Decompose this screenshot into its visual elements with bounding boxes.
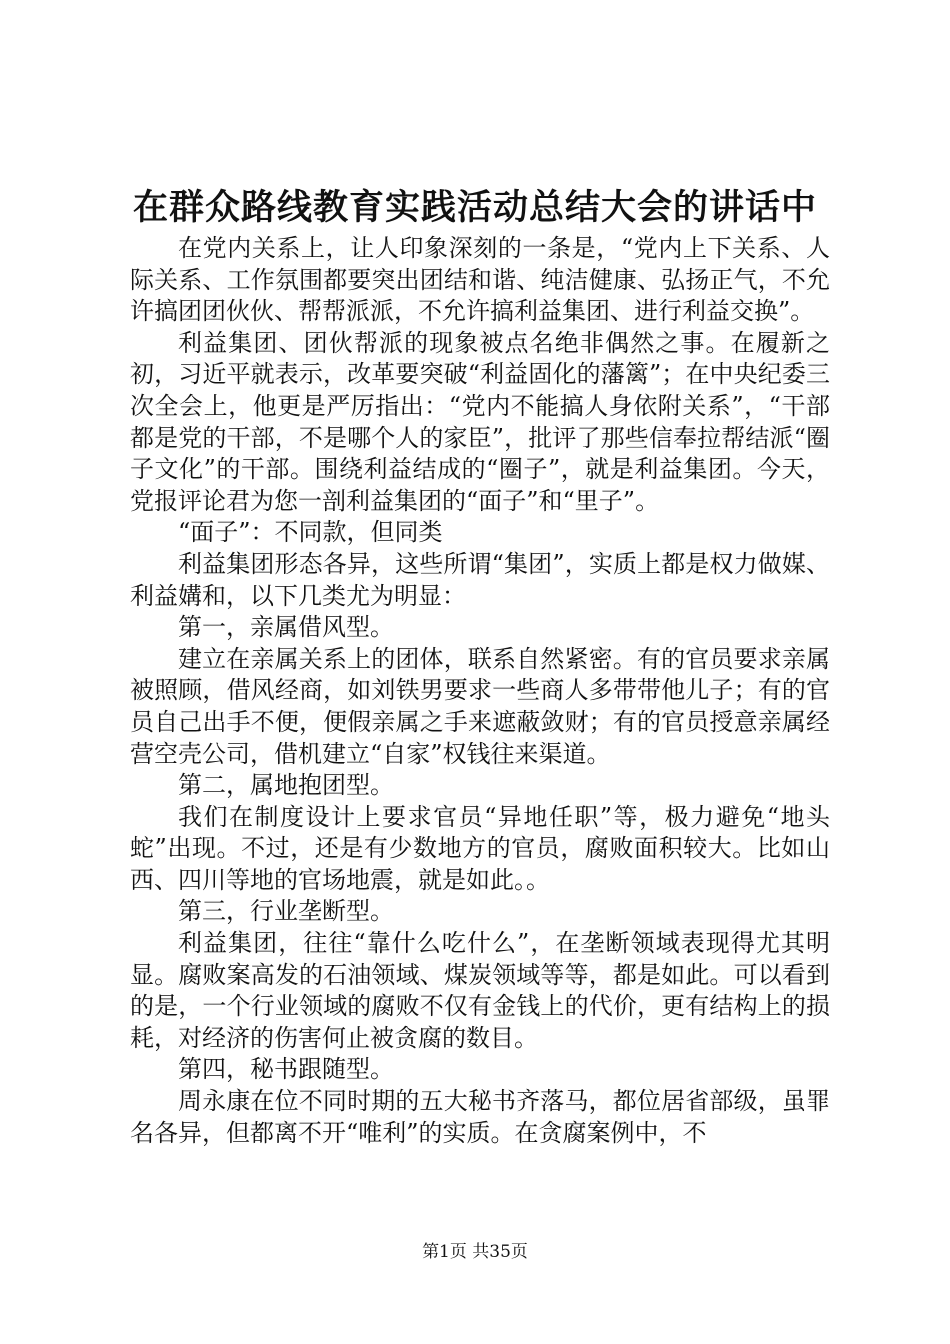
paragraph: 利益集团，往往“靠什么吃什么”，在垄断领域表现得尤其明显。腐败案高发的石油领域、煤炭领域等等，都是如此。可以看到的是，一个行业领域的腐败不仅有金钱上的代价，更有结构上的损耗，对经济的伤害何止被贪腐的数目。 xyxy=(130,929,830,1052)
paragraph: 利益集团、团伙帮派的现象被点名绝非偶然之事。在履新之初，习近平就表示，改革要突破“利益固化的藩篱”；在中央纪委三次全会上，他更是严厉指出：“党内不能搞人身依附关系”，“干部都是党的干部，不是哪个人的家臣”，批评了那些信奉拉帮结派“圈子文化”的干部。围绕利益结成的“圈子”，就是利益集团。今天，党报评论君为您一剖利益集团的“面子”和“里子”。 xyxy=(130,328,830,515)
list-heading: 第三，行业垄断型。 xyxy=(178,897,394,926)
document-body xyxy=(130,233,830,1149)
section-heading: “面子”：不同款，但同类 xyxy=(178,518,443,547)
page-number-footer: 第1页 共35页 xyxy=(422,1242,528,1262)
paragraph: 周永康在位不同时期的五大秘书齐落马，都位居省部级，虽罪名各异，但都离不开“唯利”的实质。在贪腐案例中，不 xyxy=(130,1087,830,1147)
document-title: 在群众路线教育实践活动总结大会的讲话中 xyxy=(132,187,817,228)
paragraph: 建立在亲属关系上的团体，联系自然紧密。有的官员要求亲属被照顾，借风经商，如刘铁男要求一些商人多带带他儿子；有的官员自己出手不便，便假亲属之手来遮蔽敛财；有的官员授意亲属经营空壳公司，借机建立“自家”权钱往来渠道。 xyxy=(130,644,830,768)
paragraph: 在党内关系上，让人印象深刻的一条是，“党内上下关系、人际关系、工作氛围都要突出团结和谐、纯洁健康、弘扬正气，不允许搞团团伙伙、帮帮派派，不允许搞利益集团、进行利益交换”。 xyxy=(130,234,830,326)
paragraph: 我们在制度设计上要求官员“异地任职”等，极力避免“地头蛇”出现。不过，还是有少数地方的官员，腐败面积较大。比如山西、四川等地的官场地震，就是如此。。 xyxy=(130,802,830,894)
list-heading: 第一，亲属借风型。 xyxy=(178,613,394,642)
paragraph: 利益集团形态各异，这些所谓“集团”，实质上都是权力做媒、利益媾和，以下几类尤为明显： xyxy=(130,549,830,610)
list-heading: 第四，秘书跟随型。 xyxy=(178,1055,394,1084)
list-heading: 第二，属地抱团型。 xyxy=(178,771,394,800)
